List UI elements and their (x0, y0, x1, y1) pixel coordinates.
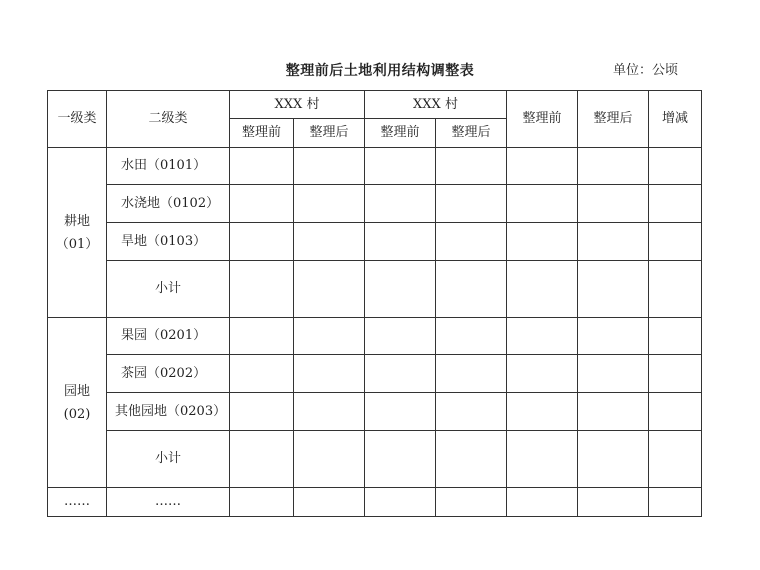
header-level1: 一级类 (48, 91, 107, 148)
data-cell (230, 318, 294, 355)
header-change: 增减 (649, 91, 702, 148)
data-cell (230, 431, 294, 488)
ellipsis-level1: …… (48, 488, 107, 517)
data-cell (365, 223, 436, 261)
data-cell (365, 393, 436, 431)
data-cell (294, 355, 365, 393)
data-cell (578, 261, 649, 318)
header-row-1 (48, 91, 702, 119)
data-cell (294, 185, 365, 223)
data-cell (294, 488, 365, 517)
table-row (48, 431, 702, 488)
data-cell (230, 261, 294, 318)
data-cell (649, 261, 702, 318)
data-cell (294, 223, 365, 261)
header-level2: 二级类 (107, 91, 230, 148)
data-cell (578, 185, 649, 223)
group-cell-garden (48, 318, 107, 488)
data-cell (578, 318, 649, 355)
subclass-label: 茶园（0202） (107, 355, 230, 393)
data-cell (507, 261, 578, 318)
data-cell (230, 223, 294, 261)
data-cell (230, 355, 294, 393)
table-row (48, 185, 702, 223)
header-village-a-after: 整理后 (294, 119, 365, 148)
group-name: 园地 (63, 383, 90, 399)
header-village-b-before: 整理前 (365, 119, 436, 148)
data-cell (294, 148, 365, 185)
header-village-b-after: 整理后 (436, 119, 507, 148)
subclass-label: 水浇地（0102） (107, 185, 230, 223)
group-code: （01） (55, 236, 99, 252)
data-cell (507, 393, 578, 431)
data-cell (578, 488, 649, 517)
data-cell (365, 261, 436, 318)
data-cell (436, 318, 507, 355)
data-cell (436, 223, 507, 261)
subclass-label: 旱地（0103） (107, 223, 230, 261)
ellipsis-level2: …… (107, 488, 230, 517)
data-cell (649, 318, 702, 355)
data-cell (578, 223, 649, 261)
data-cell (649, 355, 702, 393)
data-cell (230, 488, 294, 517)
unit-label: 单位：公顷 (613, 63, 679, 78)
data-cell (507, 223, 578, 261)
data-cell (436, 488, 507, 517)
group-cell-cultivated (48, 148, 107, 318)
table-title: 整理前后土地利用结构调整表 (285, 63, 475, 79)
group-code: (02) (63, 406, 91, 422)
data-cell (230, 185, 294, 223)
group-name: 耕地 (63, 213, 90, 229)
subclass-label: 其他园地（0203） (107, 393, 230, 431)
subtotal-label: 小计 (107, 261, 230, 318)
data-cell (649, 185, 702, 223)
data-cell (507, 355, 578, 393)
table-row (48, 223, 702, 261)
header-total-after: 整理后 (578, 91, 649, 148)
table-row (48, 393, 702, 431)
data-cell (649, 488, 702, 517)
data-cell (436, 185, 507, 223)
header-total-before: 整理前 (507, 91, 578, 148)
data-cell (230, 393, 294, 431)
data-cell (294, 318, 365, 355)
data-cell (507, 148, 578, 185)
data-cell (230, 148, 294, 185)
table-row (48, 355, 702, 393)
header-village-a-before: 整理前 (230, 119, 294, 148)
data-cell (436, 431, 507, 488)
table-row (48, 488, 702, 517)
data-cell (365, 488, 436, 517)
data-cell (578, 355, 649, 393)
data-cell (507, 488, 578, 517)
data-cell (649, 431, 702, 488)
data-cell (294, 393, 365, 431)
data-cell (578, 148, 649, 185)
data-cell (649, 223, 702, 261)
data-cell (436, 261, 507, 318)
data-cell (578, 431, 649, 488)
data-cell (365, 318, 436, 355)
data-cell (436, 393, 507, 431)
table-row (48, 148, 702, 185)
data-cell (294, 431, 365, 488)
data-cell (365, 355, 436, 393)
data-cell (578, 393, 649, 431)
subtotal-label: 小计 (107, 431, 230, 488)
data-cell (507, 431, 578, 488)
subclass-label: 果园（0201） (107, 318, 230, 355)
table-row (48, 261, 702, 318)
data-cell (365, 148, 436, 185)
data-cell (649, 393, 702, 431)
table-row (48, 318, 702, 355)
data-cell (507, 318, 578, 355)
subclass-label: 水田（0101） (107, 148, 230, 185)
header-village-b: XXX 村 (365, 91, 507, 119)
data-cell (365, 185, 436, 223)
data-cell (507, 185, 578, 223)
data-cell (365, 431, 436, 488)
data-cell (294, 261, 365, 318)
data-cell (436, 148, 507, 185)
header-village-a: XXX 村 (230, 91, 365, 119)
data-cell (649, 148, 702, 185)
data-cell (436, 355, 507, 393)
land-use-table (47, 90, 702, 517)
